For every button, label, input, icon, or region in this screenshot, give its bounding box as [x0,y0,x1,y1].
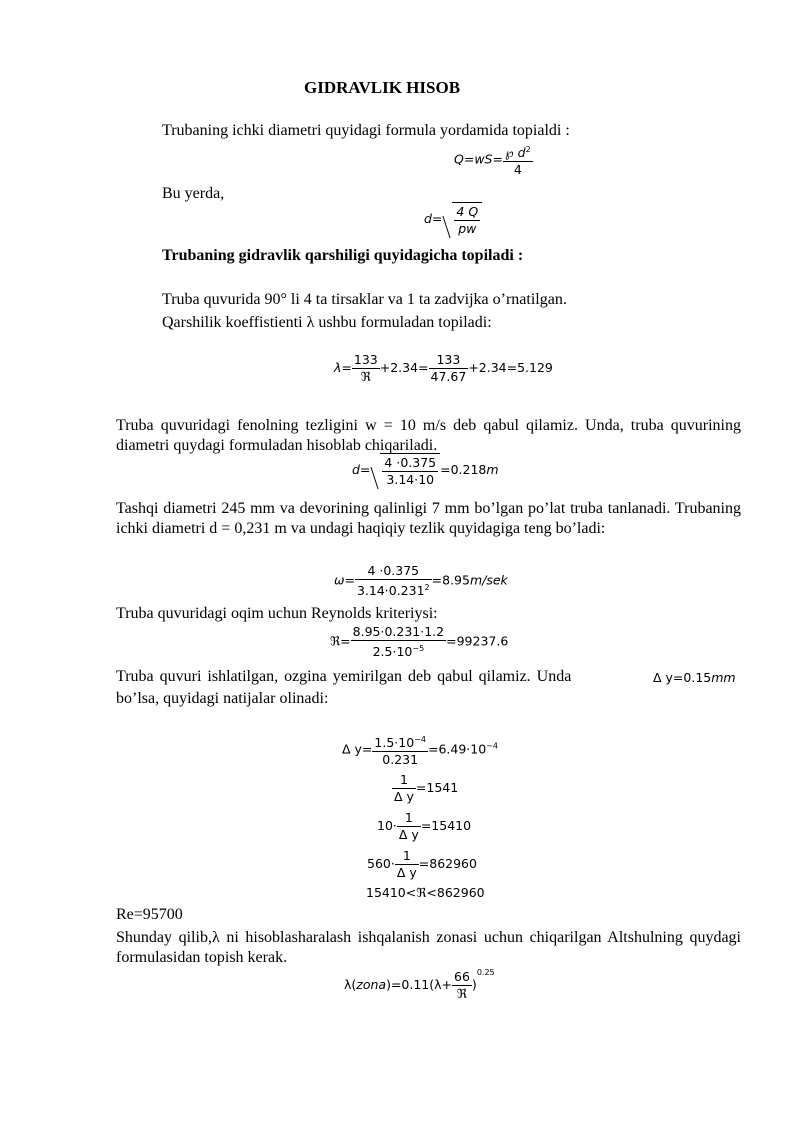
formula-num: 1 [395,848,419,865]
formula-num: 66 [454,969,470,984]
formula-roughness-inline [653,670,736,685]
formula-den: Δ y [396,865,417,880]
formula-den: ℜ [456,986,468,1001]
formula-den: 3.14⋅0.231 [356,583,425,599]
formula-num-2: 133 [429,352,469,369]
formula-lower-limit [377,810,471,843]
formula-den: 3.14⋅10 [386,472,435,487]
paragraph-roughness: Truba quvuri ishlatilgan, ozgina yemirilgan deb qabul qilamiz. Unda [116,668,572,685]
formula-rhs: =99237.6 [446,633,509,649]
formula-unit: mm [711,670,736,685]
paragraph-reynolds: Truba quvuridagi oqim uchun Reynolds kriteriysi: [116,605,438,622]
formula-num: ℘ d [504,145,526,161]
formula-diameter-value [352,453,499,488]
formula-rhs: =6.49⋅10 [427,741,487,757]
formula-unit: m/sek [469,572,508,588]
paragraph-intro: Trubaning ichki diametri quyidagi formula yordamida topialdi : [162,122,570,139]
formula-flow-rate [454,142,533,178]
paragraph-where: Bu yerda, [162,185,225,202]
formula-lhs: d= [352,462,371,477]
formula-den: 4 [513,162,522,178]
formula-exp: −4 [486,741,498,751]
formula-num: 1 [392,772,416,789]
formula-lhs: Q=wS= [454,151,503,167]
formula-den: 2.5⋅10 [372,644,413,660]
formula-lhs: λ( [344,977,357,992]
formula-lhs: 10⋅ [377,818,397,833]
paragraph-velocity: Truba quvuridagi fenolning tezligini w = 10 m/s deb qabul qilamiz. Unda, truba quvurining diametri quydagi formuladan hisoblab chiqariladi. [116,417,741,454]
formula-rhs: =1541 [415,780,459,795]
formula-num: 1.5⋅10 [374,735,415,751]
formula-rhs: =15410 [420,818,472,833]
formula-lambda [334,352,553,385]
formula-reynolds [330,624,508,660]
formula-range: 15410<ℜ<862960 [366,885,485,900]
formula-exp: 0.25 [476,968,495,977]
formula-lhs: d= [424,211,443,226]
formula-den: ℜ [360,369,371,384]
formula-inverse [392,772,458,805]
formula-altshul [344,968,495,1002]
paragraph-pipe-selection: Tashqi diametri 245 mm va devorining qalinligi 7 mm bo’lgan po’lat truba tanlanadi. Trubaning ichki diametri d = 0,231 m va undagi haqiqiy tezlik quyidagiga teng bo’ladi: [116,500,741,537]
formula-rhs: =862960 [418,856,477,871]
paragraph-coefficient: Qarshilik koeffistienti λ ushbu formuladan topiladi: [162,314,492,331]
formula-rhs: =0.218 [440,462,487,477]
formula-close: ) [471,977,477,992]
formula-num-exp: −4 [414,735,426,744]
formula-zone: zona [356,977,387,992]
formula-exp: 2 [424,583,430,592]
formula-velocity [334,563,508,599]
formula-num: 8.95⋅0.231⋅1.2 [352,624,445,639]
formula-unit: m [486,462,499,477]
formula-rhs: +2.34=5.129 [468,360,553,375]
formula-relative-roughness [342,732,498,768]
paragraph-fittings: Truba quvurida 90° li 4 ta tirsaklar va 1 ta zadvijka o’rnatilgan. [162,291,567,308]
formula-den-2: 47.67 [430,369,467,384]
paragraph-results: bo’lsa, quyidagi natijalar olinadi: [116,690,329,707]
formula-den: 0.231 [382,752,419,768]
paragraph-re-value: Re=95700 [116,906,183,923]
formula-den: pw [458,221,477,236]
formula-lhs: ℜ= [330,633,351,649]
formula-diameter [424,202,482,237]
page-title: GIDRAVLIK HISOB [304,78,461,97]
formula-upper-limit [367,848,477,881]
formula-den: Δ y [398,827,419,842]
formula-lhs: λ= [334,360,352,375]
formula-num: 4 Q [456,204,479,219]
formula-exp: 2 [525,145,531,154]
formula-mid: +2.34= [379,360,429,375]
formula-exp: −5 [412,644,425,653]
formula-value: Δ y=0.15 [653,670,712,685]
formula-den: Δ y [394,789,414,804]
formula-num: 4 ⋅0.375 [384,455,437,470]
formula-lhs: Δ y= [342,741,373,757]
section-heading: Trubaning gidravlik qarshiligi quyidagicha topiladi : [162,247,524,264]
formula-rhs: =8.95 [431,572,470,588]
formula-num: 4 ⋅0.375 [355,563,432,580]
formula-num: 133 [353,352,378,367]
formula-lhs: 560⋅ [367,856,395,871]
formula-lhs: ω= [334,572,355,588]
paragraph-altshul: Shunday qilib,λ ni hisoblasharalash ishqalanish zonasi uchun chiqarilgan Altshulning quydagi formulasidan topish kerak. [116,929,741,966]
formula-mid: )=0.11(λ+ [386,977,453,992]
formula-num: 1 [397,810,421,827]
